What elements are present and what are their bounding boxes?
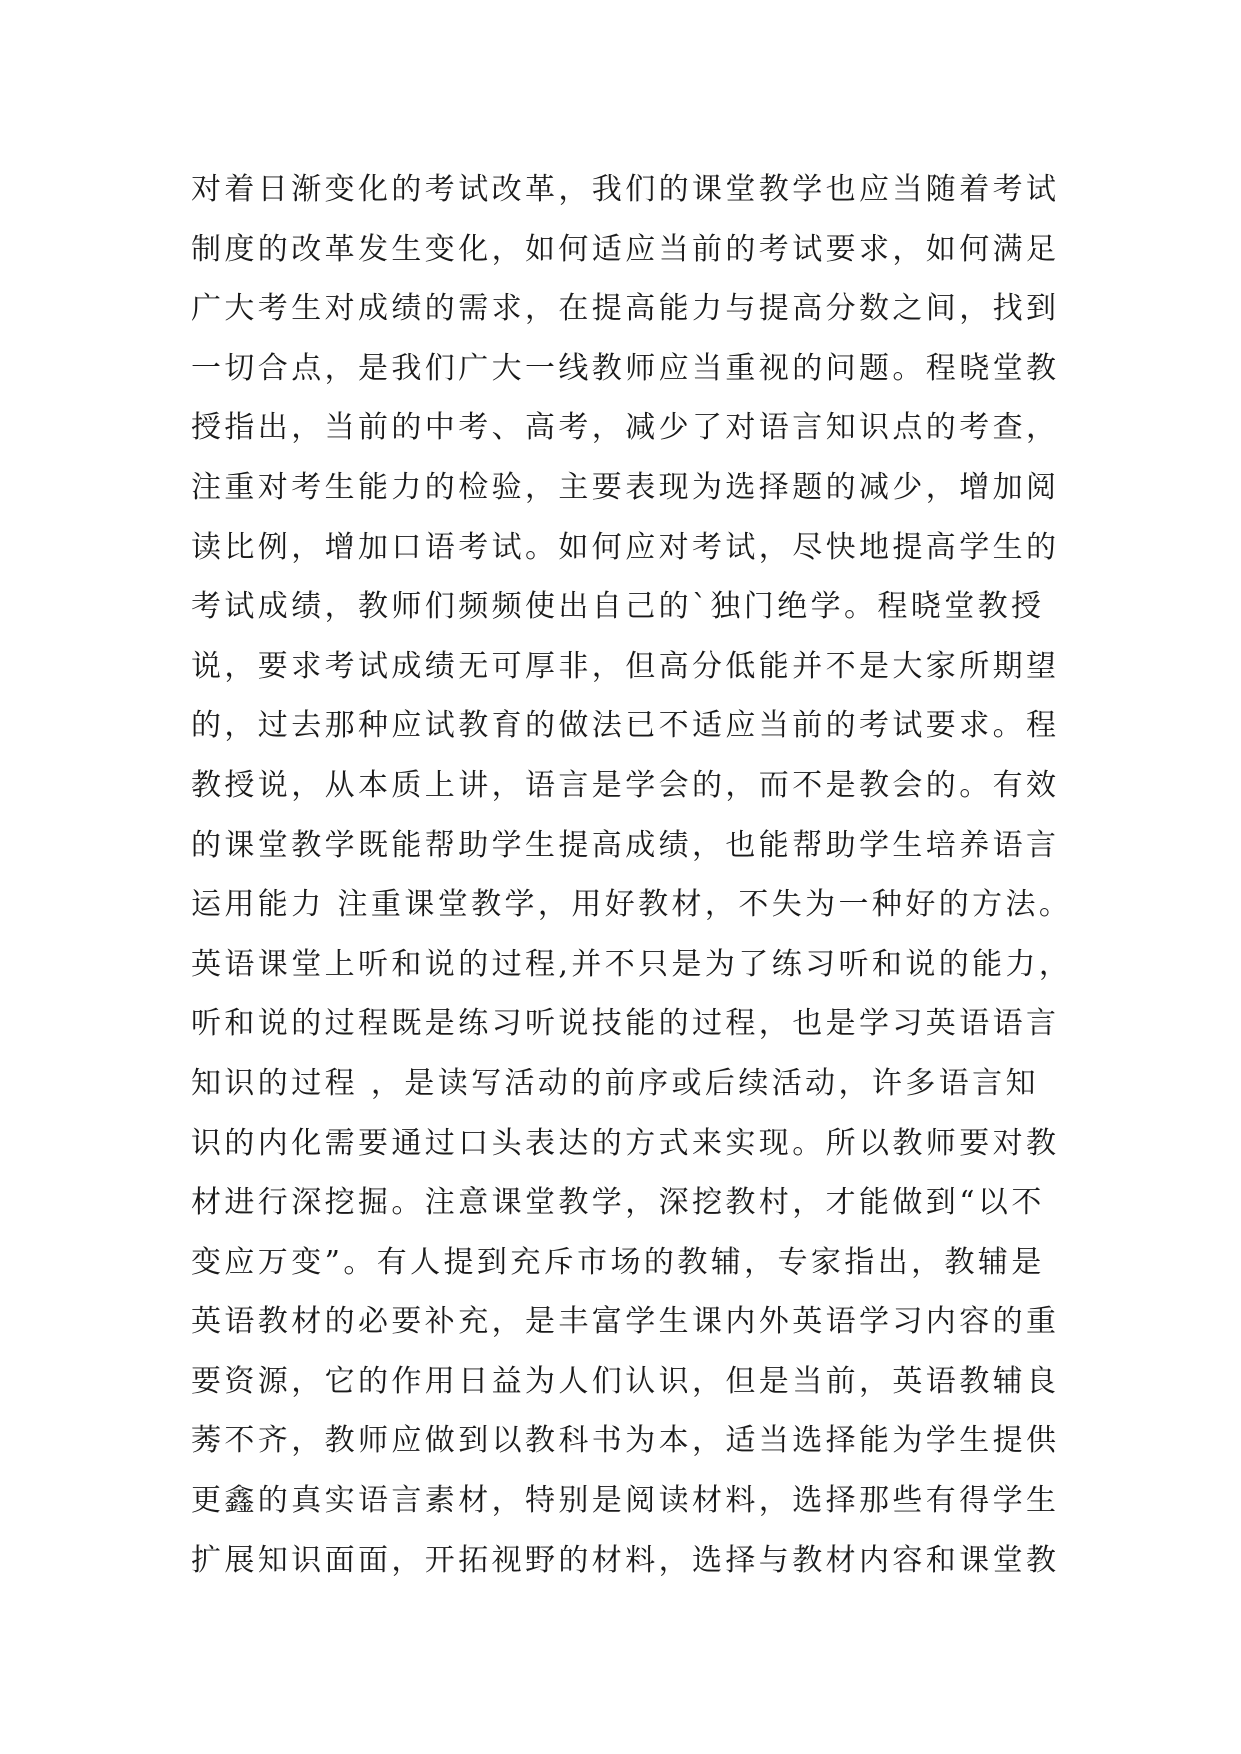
text-line: 材进行深挖掘。注意课堂教学，深挖教村，才能做到“以不 [191,1185,1045,1221]
text-line: 注重对考生能力的检验，主要表现为选择题的减少，增加阅 [191,469,1060,505]
text-line: 运用能力 注重课堂教学，用好教材，不失为一种好的方法。 [191,887,1073,923]
text-line: 考试成绩，教师们频频使出自己的`独门绝学。程晓堂教授 [191,589,1045,625]
text-line: 一切合点，是我们广大一线教师应当重视的问题。程晓堂教 [191,350,1060,386]
body-text [191,160,1071,1590]
text-line: 扩展知识面面，开拓视野的材料，选择与教材内容和课堂教 [191,1542,1060,1578]
text-line: 授指出，当前的中考、高考，减少了对语言知识点的考查， [191,410,1060,446]
text-line: 变应万变”。有人提到充斥市场的教辅，专家指出，教辅是 [191,1244,1045,1280]
text-line: 说，要求考试成绩无可厚非，但高分低能并不是大家所期望 [191,648,1060,684]
text-line: 读比例，增加口语考试。如何应对考试，尽快地提高学生的 [191,529,1060,565]
text-line: 的，过去那种应试教育的做法已不适应当前的考试要求。程 [191,708,1060,744]
text-line: 莠不齐，教师应做到以教科书为本，适当选择能为学生提供 [191,1423,1060,1459]
text-line: 的课堂教学既能帮助学生提高成绩，也能帮助学生培养语言 [191,827,1060,863]
text-line: 知识的过程 ，是读写活动的前序或后续活动，许多语言知 [191,1065,1039,1101]
text-line: 识的内化需要通过口头表达的方式来实现。所以教师要对教 [191,1125,1060,1161]
text-line: 教授说，从本质上讲，语言是学会的，而不是教会的。有效 [191,767,1060,803]
text-line: 对着日渐变化的考试改革，我们的课堂教学也应当随着考试 [191,172,1060,207]
text-line: 制度的改革发生变化，如何适应当前的考试要求，如何满足 [191,231,1060,267]
text-line: 更鑫的真实语言素材，特别是阅读材料，选择那些有得学生 [191,1483,1060,1519]
text-line: 英语教材的必要补充，是丰富学生课内外英语学习内容的重 [191,1304,1060,1340]
text-line: 听和说的过程既是练习听说技能的过程，也是学习英语语言 [191,1006,1060,1042]
text-line: 要资源，它的作用日益为人们认识，但是当前，英语教辅良 [191,1363,1060,1399]
text-line: 广大考生对成绩的需求，在提高能力与提高分数之间，找到 [191,291,1060,327]
text-line: 英语课堂上听和说的过程,并不只是为了练习听和说的能力， [191,946,1073,982]
